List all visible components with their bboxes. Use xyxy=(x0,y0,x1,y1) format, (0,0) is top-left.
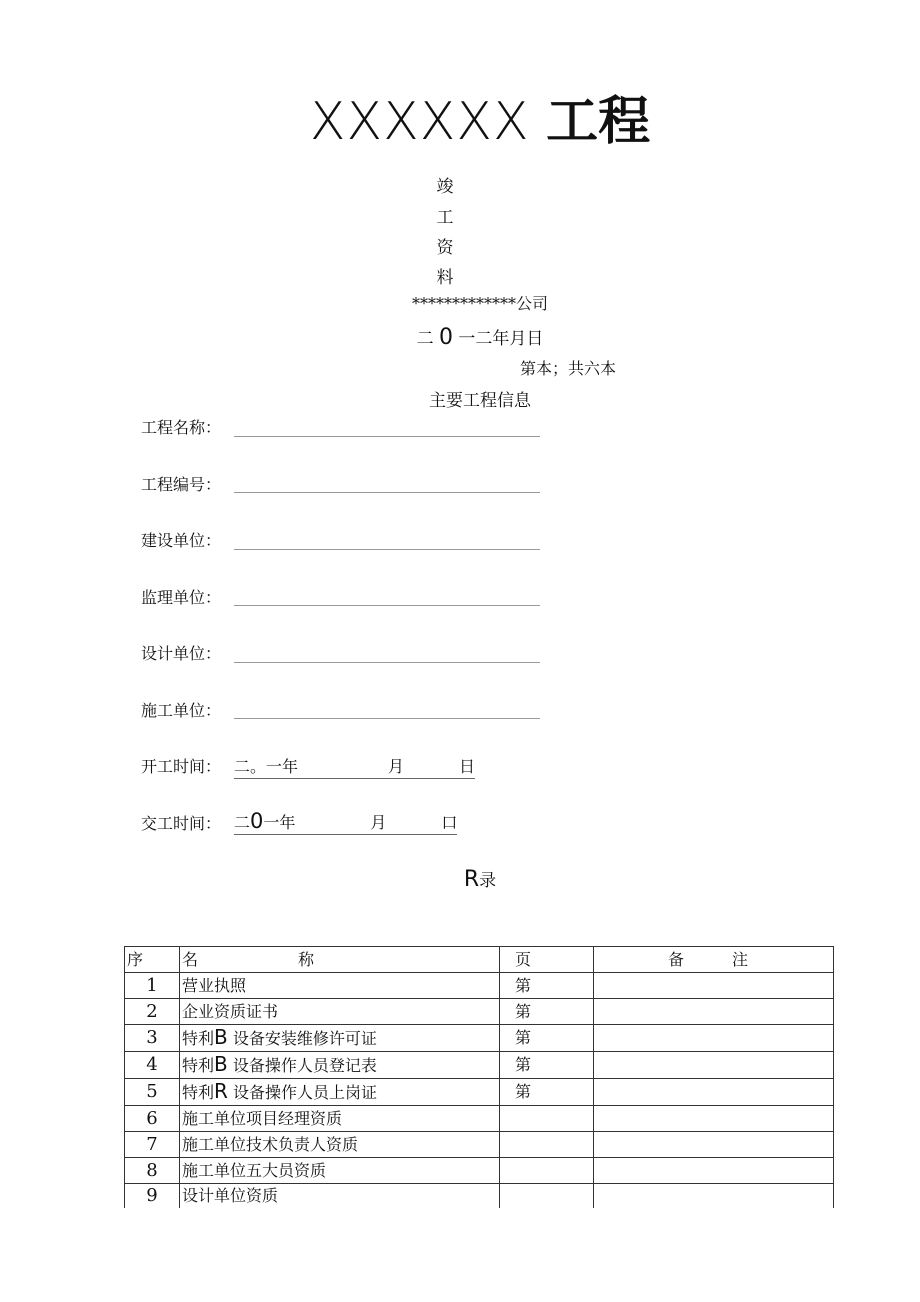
table-row xyxy=(125,999,834,1025)
toc-title-small: 录 xyxy=(479,871,497,891)
field-line-contractor-unit xyxy=(234,718,540,719)
field-label-project-number: 工程编号： xyxy=(141,475,222,494)
row-num: 2 xyxy=(125,999,180,1025)
field-label-construction-unit: 建设单位： xyxy=(141,531,222,550)
field-line-construction-unit xyxy=(234,549,540,550)
row-name: 企业资质证书 xyxy=(180,999,500,1025)
end-year-c: 一年 xyxy=(263,813,296,832)
row-remark xyxy=(594,1184,834,1209)
end-year-a: 二 xyxy=(234,813,251,832)
row-page xyxy=(500,1158,594,1184)
row-remark xyxy=(594,999,834,1025)
row-page xyxy=(500,1184,594,1209)
field-label-project-name: 工程名称： xyxy=(141,418,222,437)
field-line-design-unit xyxy=(234,662,540,663)
row-name: 设备安装维修许可证 xyxy=(232,1029,377,1048)
row-remark xyxy=(594,1106,834,1132)
row-page: 第 xyxy=(500,973,594,999)
document-title xyxy=(0,92,920,152)
row-letter: B xyxy=(214,1052,228,1076)
row-num: 3 xyxy=(125,1025,180,1052)
row-num: 4 xyxy=(125,1052,180,1079)
row-page: 第 xyxy=(500,1079,594,1106)
field-line-project-name xyxy=(234,436,540,437)
table-row xyxy=(125,1132,834,1158)
row-remark xyxy=(594,1158,834,1184)
row-name: 施工单位项目经理资质 xyxy=(180,1106,500,1132)
row-name-cell xyxy=(180,1052,500,1079)
title-suffix: 工程 xyxy=(546,92,651,152)
header-name-b: 称 xyxy=(298,949,315,969)
row-name-cell xyxy=(180,1025,500,1052)
row-remark xyxy=(594,1079,834,1106)
field-label-design-unit: 设计单位： xyxy=(141,644,222,663)
header-remark-b: 注 xyxy=(732,949,749,969)
end-time-value xyxy=(234,811,457,835)
row-num: 1 xyxy=(125,973,180,999)
end-day: 口 xyxy=(441,813,458,832)
row-name-cell xyxy=(180,1079,500,1106)
table-row xyxy=(125,1025,834,1052)
row-name: 设备操作人员上岗证 xyxy=(233,1083,378,1102)
vertical-char-2: 工 xyxy=(436,208,454,228)
end-month: 月 xyxy=(370,813,387,832)
table-row xyxy=(125,1106,834,1132)
date-part-1: 二 xyxy=(416,329,434,349)
row-name: 设计单位资质 xyxy=(180,1184,500,1209)
row-prefix: 特利 xyxy=(182,1083,215,1102)
row-letter: B xyxy=(214,1025,228,1049)
row-remark xyxy=(594,1132,834,1158)
header-remark-a: 备 xyxy=(668,949,685,969)
row-remark xyxy=(594,1025,834,1052)
start-year: 二。一年 xyxy=(234,757,299,776)
start-time-value xyxy=(234,757,475,779)
table-row xyxy=(125,1079,834,1106)
vertical-char-1: 竣 xyxy=(436,177,454,197)
header-page: 页 xyxy=(500,947,594,973)
row-letter: R xyxy=(214,1079,228,1103)
start-month: 月 xyxy=(388,757,405,776)
toc-header-row xyxy=(125,947,834,973)
toc-table xyxy=(124,946,834,1208)
table-row xyxy=(125,1158,834,1184)
end-year-b: 0 xyxy=(250,809,264,833)
table-row xyxy=(125,973,834,999)
header-name xyxy=(180,947,500,973)
vertical-char-4: 料 xyxy=(436,268,454,288)
row-page xyxy=(500,1132,594,1158)
row-name: 施工单位技术负责人资质 xyxy=(180,1132,500,1158)
field-line-supervision-unit xyxy=(234,605,540,606)
row-remark xyxy=(594,973,834,999)
field-label-supervision-unit: 监理单位： xyxy=(141,588,222,607)
date-part-3: 一二年月日 xyxy=(458,329,544,349)
start-day: 日 xyxy=(459,757,476,776)
field-label-start-time: 开工时间： xyxy=(141,757,222,776)
cover-date xyxy=(380,324,580,350)
title-prefix: XXXXXX xyxy=(309,92,530,152)
row-num: 7 xyxy=(125,1132,180,1158)
field-line-project-number xyxy=(234,492,540,493)
row-name: 营业执照 xyxy=(180,973,500,999)
row-name: 施工单位五大员资质 xyxy=(180,1158,500,1184)
row-page: 第 xyxy=(500,1025,594,1052)
header-name-a: 名 xyxy=(182,949,199,969)
header-seq: 序 xyxy=(125,947,180,973)
row-num: 5 xyxy=(125,1079,180,1106)
date-part-2: 0 xyxy=(439,325,453,350)
row-page: 第 xyxy=(500,999,594,1025)
field-label-end-time: 交工时间： xyxy=(141,814,222,833)
volume-info: 第本；共六本 xyxy=(520,359,617,378)
table-row xyxy=(125,1052,834,1079)
company-name: *************公司 xyxy=(411,294,548,313)
row-num: 9 xyxy=(125,1184,180,1209)
row-num: 8 xyxy=(125,1158,180,1184)
row-page: 第 xyxy=(500,1052,594,1079)
row-num: 6 xyxy=(125,1106,180,1132)
field-label-contractor-unit: 施工单位： xyxy=(141,701,222,720)
row-name: 设备操作人员登记表 xyxy=(232,1056,377,1075)
header-remark xyxy=(594,947,834,973)
row-page xyxy=(500,1106,594,1132)
info-heading: 主要工程信息 xyxy=(429,391,531,411)
row-prefix: 特利 xyxy=(182,1056,215,1075)
table-row xyxy=(125,1184,834,1209)
toc-title xyxy=(430,866,530,892)
row-prefix: 特利 xyxy=(182,1029,215,1048)
row-remark xyxy=(594,1052,834,1079)
toc-title-big: R xyxy=(463,867,480,892)
vertical-char-3: 资 xyxy=(436,238,454,258)
